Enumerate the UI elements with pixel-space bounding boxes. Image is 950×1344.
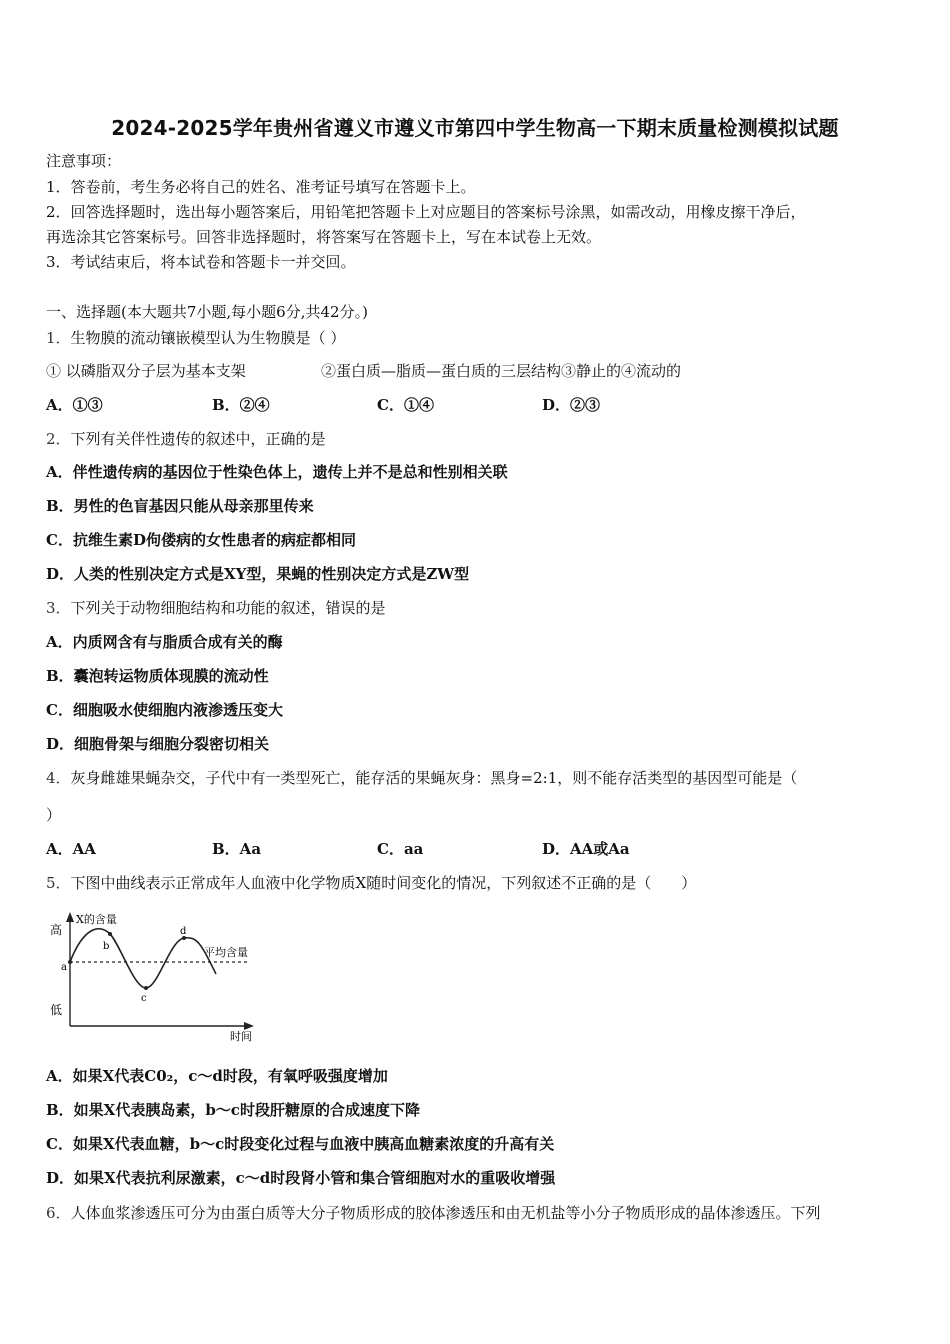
question-number: 1． — [46, 329, 71, 347]
section-heading: 一、选择题(本大题共7小题,每小题6分,共42分。) — [46, 303, 368, 321]
question-stem: 下列关于动物细胞结构和功能的叙述，错误的是 — [70, 599, 386, 617]
q2-option-a: A．伴性遗传病的基因位于性染色体上，遗传上并不是总和性别相关联 — [46, 463, 508, 481]
q1-statement-a: ① 以磷脂双分子层为基本支架 — [46, 362, 246, 380]
question-stem: 灰身雌雄果蝇杂交，子代中有一类型死亡，能存活的果蝇灰身：黑身=2:1，则不能存活类型的基因型可能是（ — [70, 769, 798, 787]
q3-option-d: D．细胞骨架与细胞分裂密切相关 — [46, 735, 270, 753]
q1-option-a: A．①③ — [46, 396, 103, 414]
point-c — [144, 986, 148, 990]
notice-item: 3．考试结束后，将本试卷和答题卡一并交回。 — [46, 253, 356, 271]
q5-option-a: A．如果X代表C0₂，c～d时段，有氧呼吸强度增加 — [46, 1067, 388, 1085]
point-d-label: d — [180, 926, 187, 937]
q4-option-c: C．aa — [377, 840, 424, 858]
notice-heading: 注意事项： — [46, 152, 122, 170]
question-4 — [46, 768, 797, 788]
q3-option-b: B．囊泡转运物质体现膜的流动性 — [46, 667, 269, 685]
question-number: 5． — [46, 874, 71, 892]
q1-option-c: C．①④ — [377, 396, 434, 414]
q3-option-a: A．内质网含有与脂质合成有关的酶 — [46, 633, 283, 651]
q3-option-c: C．细胞吸水使细胞内液渗透压变大 — [46, 701, 283, 719]
q5-figure — [44, 906, 264, 1046]
question-6 — [46, 1203, 821, 1223]
question-5 — [46, 873, 696, 893]
question-stem: 下图中曲线表示正常成年人血液中化学物质X随时间变化的情况，下列叙述不正确的是（ ） — [70, 874, 697, 892]
q1-statement-b: ②蛋白质—脂质—蛋白质的三层结构③静止的④流动的 — [321, 362, 682, 380]
page-title: 2024-2025学年贵州省遵义市遵义市第四中学生物高一下期末质量检测模拟试题 — [111, 116, 839, 140]
q5-option-b: B．如果X代表胰岛素，b～c时段肝糖原的合成速度下降 — [46, 1101, 420, 1119]
question-number: 3． — [46, 599, 71, 617]
question-2 — [46, 429, 326, 449]
y-low-label: 低 — [50, 1003, 63, 1017]
question-3 — [46, 598, 386, 618]
q1-option-b: B．②④ — [212, 396, 270, 414]
point-a-label: a — [61, 962, 67, 973]
q2-option-b: B．男性的色盲基因只能从母亲那里传来 — [46, 497, 314, 515]
q1-option-d: D．②③ — [542, 396, 601, 414]
question-number: 2． — [46, 430, 71, 448]
q4-option-a: A．AA — [46, 840, 96, 858]
notice-item: 2．回答选择题时，选出每小题答案后，用铅笔把答题卡上对应题目的答案标号涂黑，如需改动，用橡皮擦干净后， — [46, 203, 806, 221]
notice-item: 1．答卷前，考生务必将自己的姓名、准考证号填写在答题卡上。 — [46, 178, 476, 196]
x-axis-title: 时间 — [230, 1030, 252, 1043]
question-1 — [46, 328, 345, 348]
question-stem: 下列有关伴性遗传的叙述中，正确的是 — [70, 430, 326, 448]
x-axis-arrow — [244, 1022, 254, 1030]
q2-option-c: C．抗维生素D佝偻病的女性患者的病症都相同 — [46, 531, 356, 549]
y-axis-arrow — [66, 912, 74, 922]
question-number: 4． — [46, 769, 71, 787]
y-high-label: 高 — [50, 923, 63, 937]
question-number: 6． — [46, 1204, 71, 1222]
q2-option-d: D．人类的性别决定方式是XY型，果蝇的性别决定方式是ZW型 — [46, 565, 470, 583]
question-stem: 生物膜的流动镶嵌模型认为生物膜是（ ） — [70, 329, 346, 347]
q5-option-c: C．如果X代表血糖，b～c时段变化过程与血液中胰高血糖素浓度的升高有关 — [46, 1135, 555, 1153]
y-axis-title: X的含量 — [76, 913, 117, 926]
point-b — [108, 932, 112, 936]
question-stem: 人体血浆渗透压可分为由蛋白质等大分子物质形成的胶体渗透压和由无机盐等小分子物质形成的晶体渗透压。下列 — [70, 1204, 821, 1222]
notice-item: 再选涂其它答案标号。回答非选择题时，将答案写在答题卡上，写在本试卷上无效。 — [46, 228, 602, 246]
x-content-curve — [70, 929, 216, 988]
point-a — [68, 960, 72, 964]
average-label: 平均含量 — [204, 946, 248, 959]
question-4-cont: ） — [46, 806, 62, 824]
point-c-label: c — [141, 993, 147, 1004]
q4-option-d: D．AA或Aa — [542, 840, 630, 858]
q4-option-b: B．Aa — [212, 840, 262, 858]
point-b-label: b — [103, 941, 110, 952]
q5-option-d: D．如果X代表抗利尿激素，c～d时段肾小管和集合管细胞对水的重吸收增强 — [46, 1169, 556, 1187]
